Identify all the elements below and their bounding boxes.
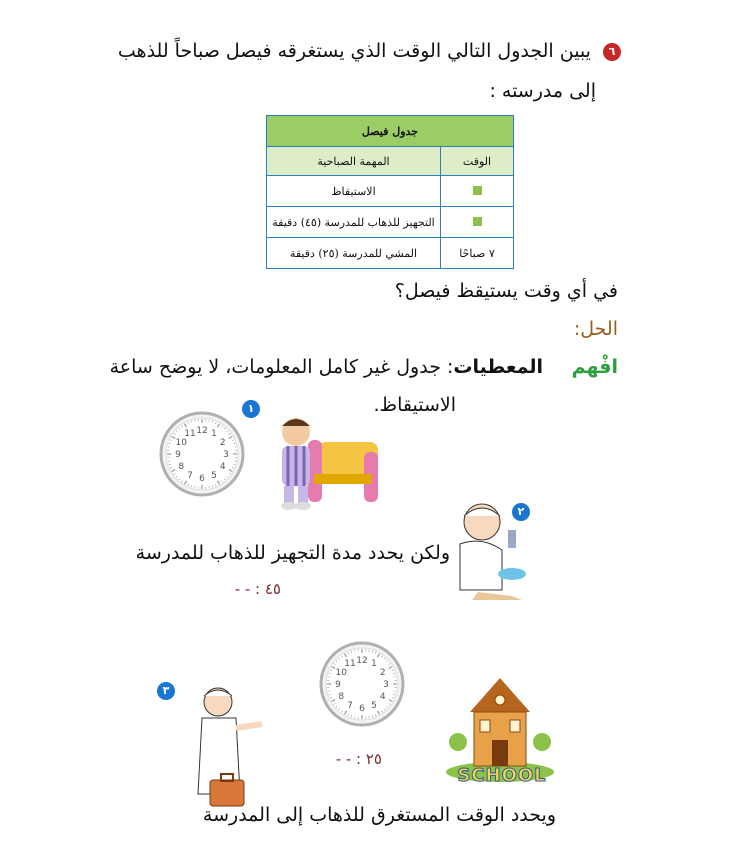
placeholder-square [473,217,482,226]
clock-numeral: 9 [175,450,181,460]
school-sign: SCHOOL [457,765,547,786]
clock-numeral: 10 [335,668,347,678]
solution-label: الحل: [573,318,618,340]
clock-numeral: 12 [196,426,208,436]
clock-numeral: 11 [344,659,356,670]
clock-numeral: 4 [379,692,386,702]
clock-numeral: 7 [347,700,353,711]
givens-text: : جدول غير كامل المعلومات، لا يوضح ساعة [109,356,454,378]
step2-text: ولكن يحدد مدة التجهيز للذهاب للمدرسة [135,542,450,564]
clock-numeral: 3 [383,680,389,690]
placeholder-square [473,186,482,195]
clock-numeral: 1 [371,659,377,670]
schedule-table [266,115,514,269]
table-cell-task: التجهيز للذهاب للمدرسة (٤٥) دقيقة [267,207,441,238]
table-cell-time: ٧ صباحًا [441,238,514,269]
problem-text: يبين الجدول التالي الوقت الذي يستغرقه فيصل صباحاً للذهب [117,40,591,62]
step-badge-2: ٢ [512,503,530,521]
final-text: ويحدد الوقت المستغرق للذهاب إلى المدرسة [202,804,556,826]
problem-line-2: إلى مدرسته : [489,80,596,102]
clock-numeral: 6 [199,474,205,484]
table-cell-task: المشي للمدرسة (٢٥) دقيقة [267,238,441,269]
problem-line-1 [118,40,621,62]
clock-numeral: 5 [371,700,377,711]
clock-numeral: 4 [219,462,226,472]
clock-numeral: 10 [175,438,187,448]
clock-numeral: 5 [211,470,217,481]
clock-numeral: 7 [187,470,193,481]
givens-line-1 [110,356,543,378]
clock-numeral: 8 [178,462,185,472]
walking-boy-illustration [190,684,270,814]
understand-label: افْهم [571,356,618,378]
table-header-task: المهمة الصباحية [267,147,441,176]
washing-boy-illustration [452,500,536,600]
waking-boy-illustration [268,412,386,512]
clock-numeral: 9 [335,680,341,690]
clock-numeral: 2 [379,668,386,678]
clock-numeral: 1 [211,429,217,440]
table-cell-time [441,176,514,207]
table-cell-time [441,207,514,238]
step-badge-3: ٣ [157,682,175,700]
clock-numeral: 11 [184,429,196,440]
table-header-time: الوقت [441,147,514,176]
clock-face-1 [158,410,246,498]
clock-numeral: 12 [356,656,368,666]
clock-numeral: 6 [359,704,365,714]
question: في أي وقت يستيقظ فيصل؟ [394,280,618,302]
clock-numeral: 2 [219,438,226,448]
clock-numeral: 3 [223,450,229,460]
table-row [267,238,514,269]
givens-line-2: الاستيقاظ. [373,394,456,416]
table-cell-task: الاستيقاظ [267,176,441,207]
step-badge-1: ١ [242,400,260,418]
table-title: جدول فيصل [267,116,514,147]
time-label-45: ٤٥ : - - [234,580,281,598]
givens-label: المعطيات [453,356,543,378]
table-row [267,207,514,238]
clock-face-2 [318,640,406,728]
time-label-25: ٢٥ : - - [335,750,382,768]
clock-numeral: 8 [338,692,345,702]
table-row [267,176,514,207]
problem-number-badge: ٦ [603,43,621,61]
